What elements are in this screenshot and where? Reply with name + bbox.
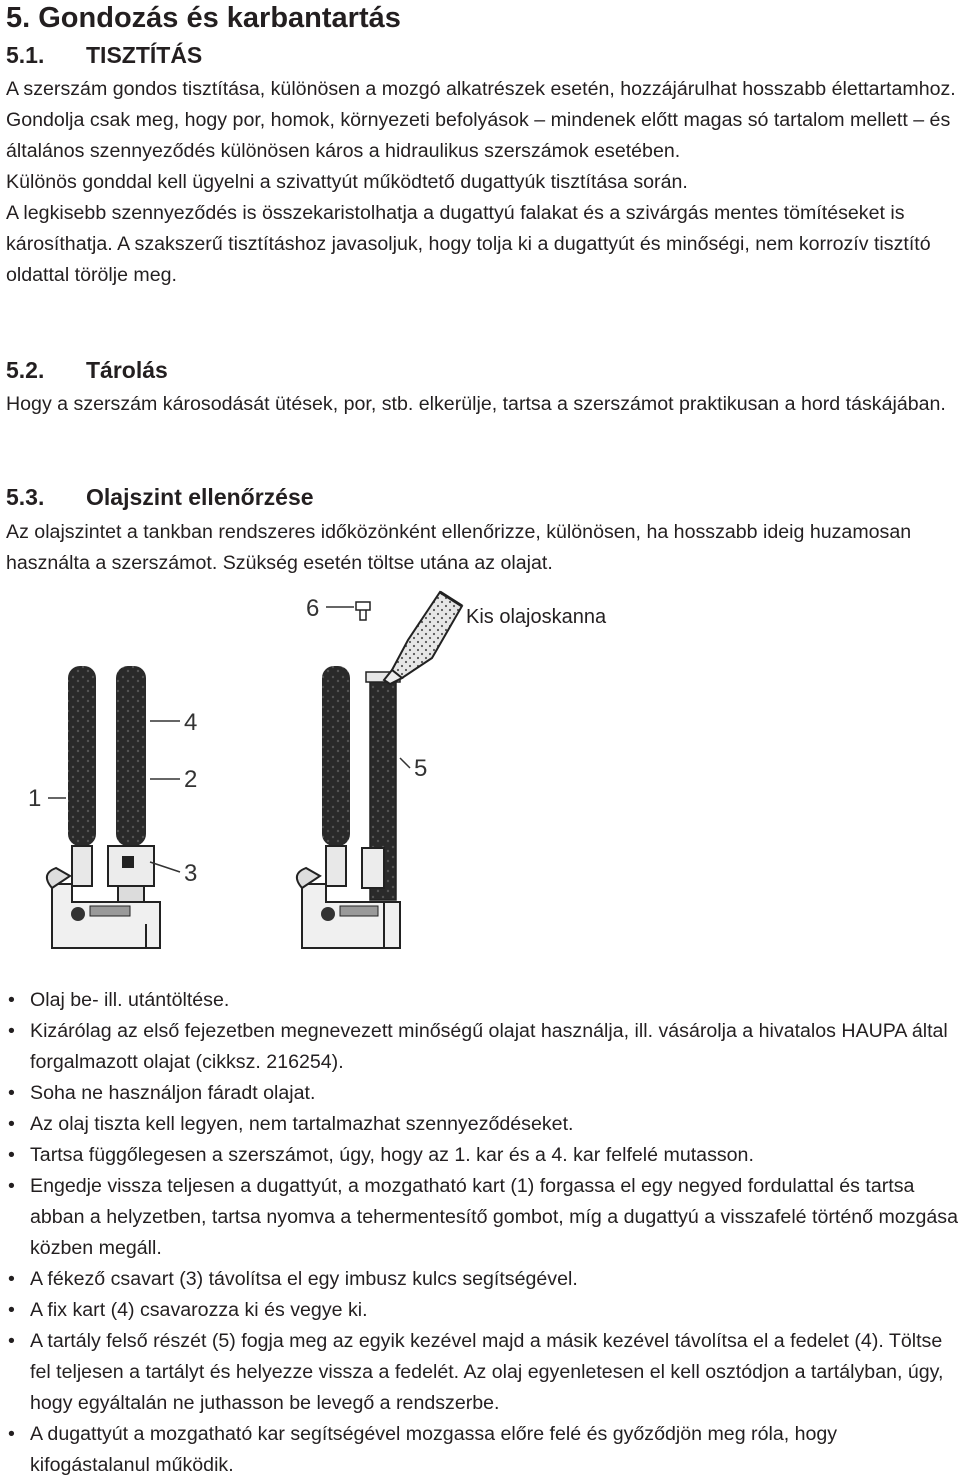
section-number: 5.2. xyxy=(6,357,45,383)
list-item: • Engedje vissza teljesen a dugattyút, a mozgatható kart (1) forgassa el egy negyed fordulattal és tartsa abban a helyzetben, tartsa nyomva a tehermentesítő gombot, míg a dugattyú a visszafelé történő mozgása közben megáll. xyxy=(8,1175,958,1259)
cleaning-text-1: A szerszám gondos tisztítása, különösen a mozgó alkatrészek esetén, hozzájárulhat hosszabb élettartamhoz. Gondolja csak meg, hogy por, homok, környezeti befolyások – mindenek előtt magas só tartalom mellett – és általános szennyeződés különösen káros a hidraulikus szerszámok esetében. xyxy=(6,78,956,162)
section-number: 5.3. xyxy=(6,484,45,510)
list-item: • Soha ne használjon fáradt olajat. xyxy=(8,1082,316,1104)
second-movable-grip xyxy=(322,666,350,846)
movable-lever-grip xyxy=(68,666,96,846)
label-2: 2 xyxy=(184,766,198,793)
oil-can-caption: Kis olajoskanna xyxy=(466,606,607,628)
cleaning-text-3: A legkisebb szennyeződés is összekaristolhatja a dugattyú falakat és a szivárgás mentes tömítéseket is károsíthatja. A szakszerű tisztításhoz javasoljuk, hogy tolja ki a dugattyút és minőségi, nem korrozív tisztító oldattal törölje meg. xyxy=(6,202,931,286)
storage-paragraph: Hogy a szerszám károsodását ütések, por, stb. elkerülje, tartsa a szerszámot praktikusan a hord táskájában. xyxy=(6,393,946,415)
section-title: TISZTÍTÁS xyxy=(86,42,203,68)
right-tool-illustration xyxy=(297,666,400,948)
chapter-title: 5. Gondozás és karbantartás xyxy=(6,2,401,34)
label-3: 3 xyxy=(184,860,198,887)
list-item: • Az olaj tiszta kell legyen, nem tartalmazhat szennyeződéseket. xyxy=(8,1113,574,1135)
gear-icon xyxy=(321,907,335,921)
instruction-list xyxy=(6,985,960,1481)
section-title: Tárolás xyxy=(86,357,168,383)
list-item: • Kizárólag az első fejezetben megnevezett minőségű olajat használja, ill. vásárolja a hivatalos HAUPA által forgalmazott olajat (cikksz. 216254). xyxy=(8,1020,948,1073)
section-heading-cleaning xyxy=(6,42,202,69)
tool-diagram-svg xyxy=(0,584,960,974)
list-item: • Olaj be- ill. utántöltése. xyxy=(8,989,230,1011)
left-tool-illustration xyxy=(47,666,160,948)
label-4: 4 xyxy=(184,709,198,736)
list-item: • A fékező csavart (3) távolítsa el egy imbusz kulcs segítségével. xyxy=(8,1268,578,1290)
mechanism-detail xyxy=(90,906,130,916)
list-item: • A fix kart (4) csavarozza ki és vegye ki. xyxy=(8,1299,368,1321)
cleaning-paragraph xyxy=(6,74,956,291)
list-item: • A tartály felső részét (5) fogja meg az egyik kezével majd a másik kezével távolítsa el a fedelet (4). Töltse fel teljesen a tartályt és helyezze vissza a fedelét. Az olaj egyenletesen el kell osztódjon a tartályban, úgy, hogy egyáltalán ne juthasson be levegő a rendszerbe. xyxy=(8,1330,944,1414)
label-5: 5 xyxy=(414,755,428,782)
gear-icon xyxy=(71,907,85,921)
movable-lever-shaft xyxy=(72,846,92,886)
oil-can-icon xyxy=(356,592,462,684)
oil-cap xyxy=(356,602,370,610)
section-number: 5.1. xyxy=(6,42,45,68)
label-6: 6 xyxy=(306,595,320,622)
list-item: • A dugattyút a mozgatható kar segítségével mozgassa előre felé és győződjön meg róla, hogy kifogástalanul működik. xyxy=(8,1423,838,1476)
list-item: • Tartsa függőlegesen a szerszámot, úgy, hogy az 1. kar és a 4. kar felfelé mutasson. xyxy=(8,1144,754,1166)
oil-level-paragraph: Az olajszintet a tankban rendszeres időközönként ellenőrizze, különösen, ha hosszabb ideig huzamosan használta a szerszámot. Szükség esetén töltse utána az olajat. xyxy=(6,521,912,574)
section-heading-oil-level xyxy=(6,484,314,511)
label-1: 1 xyxy=(28,785,42,812)
tool-diagram xyxy=(0,584,960,974)
section-heading-storage xyxy=(6,357,168,384)
cleaning-text-2: Különös gonddal kell ügyelni a szivattyút működtető dugattyúk tisztítása során. xyxy=(6,171,688,193)
fixed-lever-grip xyxy=(116,666,146,846)
section-title: Olajszint ellenőrzése xyxy=(86,484,314,510)
brake-screw xyxy=(122,856,134,868)
